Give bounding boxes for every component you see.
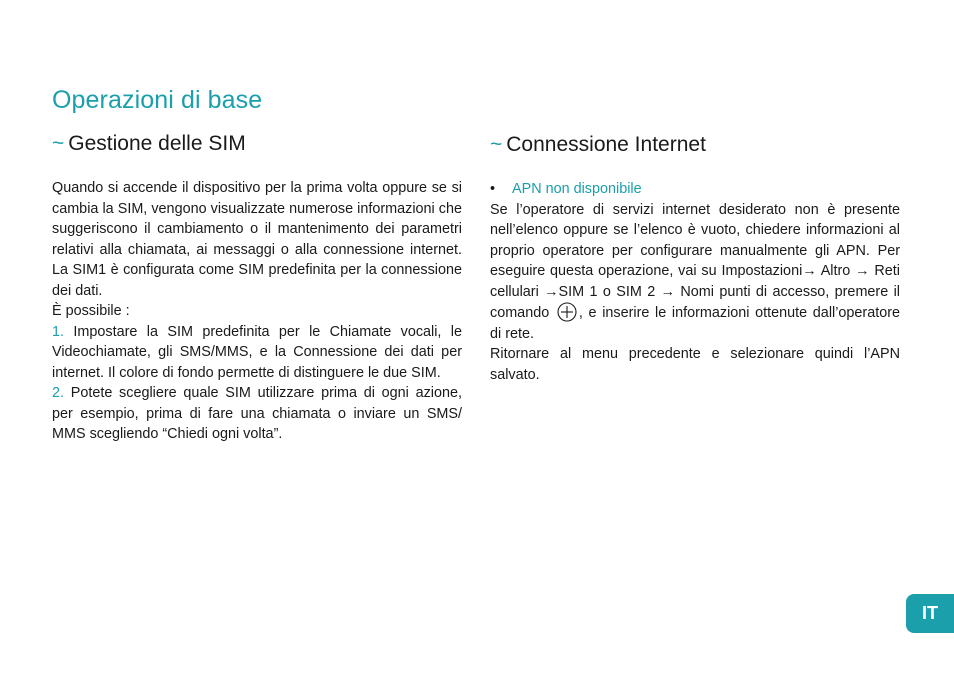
sim-step-1: [52, 322, 462, 384]
step-text: Impostare la SIM predefinita per le Chiamate vocali, le Videochiamate, gli SMS/MMS, e la Connessione dei dati per internet. Il colore di fondo permette di distinguere le due SIM.: [52, 323, 462, 381]
step-number: 2.: [52, 385, 65, 401]
internet-connection-heading: [490, 131, 900, 159]
tilde-mark: ~: [52, 132, 65, 155]
sim-management-heading: [52, 130, 462, 158]
internet-connection-heading-text: Connessione Internet: [506, 133, 706, 156]
apn-instructions-paragraph: [490, 200, 900, 345]
sim-management-section: [52, 130, 462, 445]
sim-management-heading-text: Gestione delle SIM: [68, 132, 246, 155]
bullet-dot: •: [490, 181, 496, 197]
step-text: Potete scegliere quale SIM utilizzare prima di ogni azione, per esempio, prima di fare una chiamata o inviare un SMS/ MMS scegliendo “Chiedi ogni volta”.: [52, 385, 462, 442]
internet-connection-body: [490, 179, 900, 385]
possible-label: È possibile :: [52, 303, 130, 319]
apn-bullet-title: APN non disponibile: [512, 181, 642, 197]
tilde-mark: ~: [490, 133, 503, 156]
sim-management-body: [52, 178, 462, 445]
apn-instructions-text-end: , e inserire le informazioni ottenute dall’operatore di rete.: [490, 305, 901, 342]
step-number: 1.: [52, 323, 65, 340]
apn-return-paragraph: Ritornare al menu precedente e selezionare quindi l’APN salvato.: [490, 346, 900, 383]
internet-connection-section: [490, 131, 900, 385]
add-circle-icon: [557, 302, 577, 322]
page-title: Operazioni di base: [52, 86, 263, 114]
apn-instructions-text: Se l’operatore di servizi internet desiderato non è presente nell’elenco oppure se l’elenco è vuoto, chiedere informazioni al proprio operatore per configurare manualmente gli APN. Per eseguire questa operazione, vai su Impostazioni→ Altro → Reti cellulari →SIM 1 o SIM 2 → Nomi punti di accesso, premere il comando: [490, 201, 900, 321]
sim-step-2: [52, 383, 462, 445]
language-tab: IT: [906, 594, 954, 633]
apn-bullet: [490, 179, 900, 200]
sim-intro-paragraph: Quando si accende il dispositivo per la prima volta oppure se si cambia la SIM, vengono visualizzate numerose informazioni che suggeriscono il cambiamento o il mantenimento dei parametri relativi alla chiamata, ai messaggi o alla connessione internet. La SIM1 è configurata come SIM predefinita per la connessione dei dati.: [52, 180, 462, 299]
